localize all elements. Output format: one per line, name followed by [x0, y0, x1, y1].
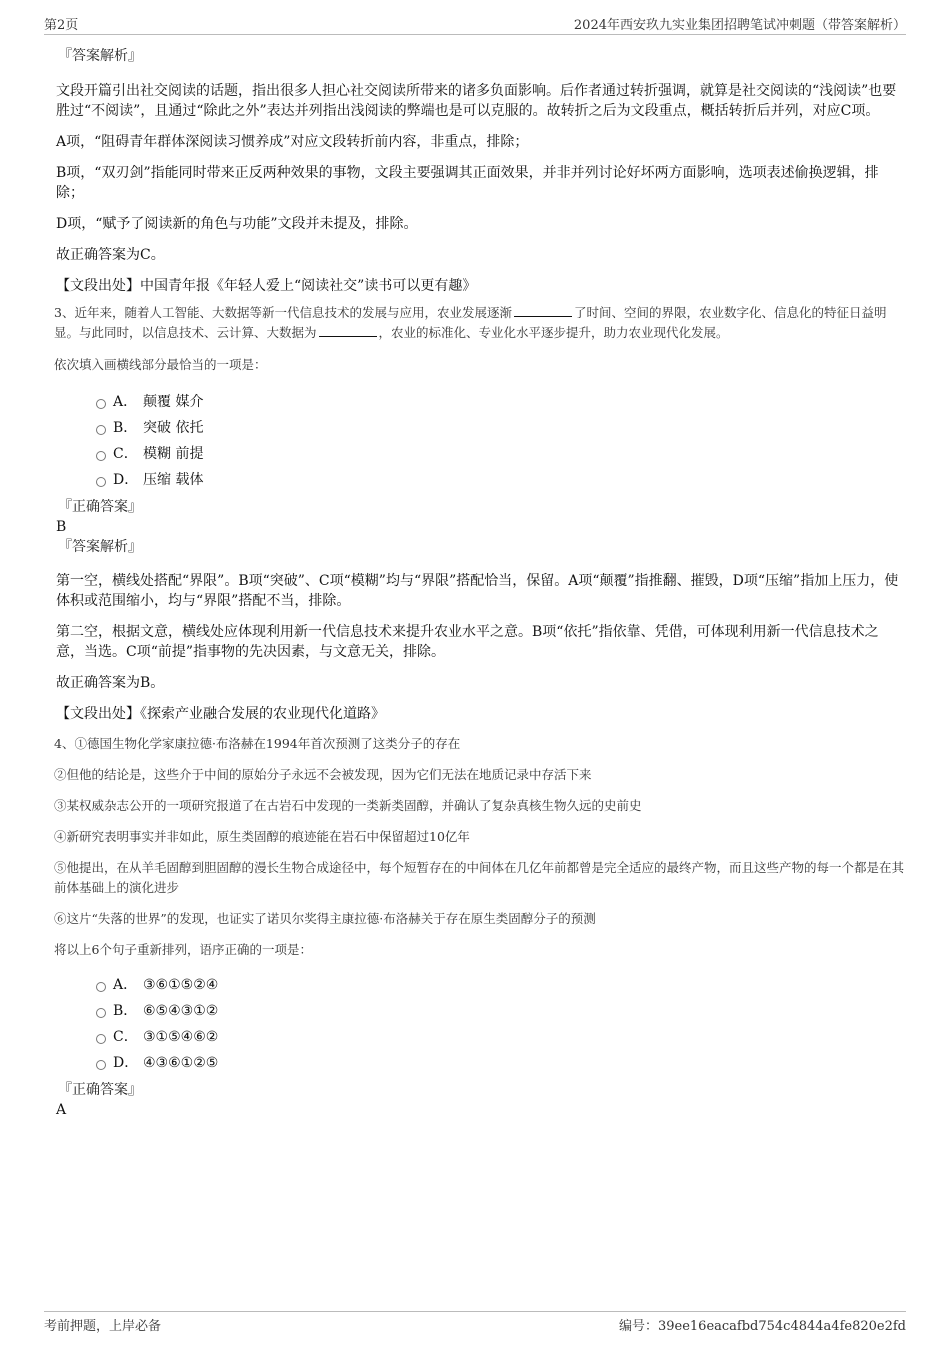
sentence-3: ③某权威杂志公开的一项研究报道了在古岩石中发现的一类新类固醇，并确认了复杂真核生物久远的史前史 [54, 798, 642, 813]
analysis-paragraph: B项，“双刃剑”指能同时带来正反两种效果的事物，文段主要强调其正面效果，并非并列讨论好坏两方面影响，选项表述偷换逻辑，排除； [56, 165, 879, 201]
page-content [56, 46, 906, 1120]
correct-answer: A [56, 1102, 67, 1118]
option-a[interactable]: A． 颠覆 媒介 [96, 389, 906, 415]
analysis-paragraph: 第二空，根据文意，横线处应体现利用新一代信息技术来提升农业水平之意。B项“依托”指依靠、凭借，可体现利用新一代信息技术之意，当选。C项“前提”指事物的先决因素，与文意无关，排除。 [56, 624, 879, 660]
option-b[interactable]: B． ⑥⑤④③①② [96, 998, 906, 1024]
option-c[interactable]: C． ③①⑤④⑥② [96, 1024, 906, 1050]
question-prompt: 依次填入画横线部分最恰当的一项是： [54, 357, 267, 372]
fill-blank [514, 304, 572, 317]
page-header [44, 14, 906, 35]
question-4-options [96, 972, 906, 1076]
document-title: 2024年西安玖九实业集团招聘笔试冲刺题（带答案解析） [573, 18, 906, 33]
footer-slogan: 考前押题，上岸必备 [44, 1319, 162, 1334]
question-prompt: 将以上6个句子重新排列，语序正确的一项是： [54, 942, 312, 957]
radio-icon[interactable] [96, 451, 106, 461]
option-d[interactable]: D． ④③⑥①②⑤ [96, 1050, 906, 1076]
question-3-options [96, 389, 906, 493]
analysis-paragraph: A项，“阻碍青年群体深阅读习惯养成”对应文段转折前内容，非重点，排除； [56, 134, 529, 150]
question-3-stem: 3、近年来，随着人工智能、大数据等新一代信息技术的发展与应用，农业发展逐渐 了时间、空间的界限，农业数字化、信息化的特征日益明显。与此同时，以信息技术、云计算、大数据为 ，农业的标准化、专业化水平逐步提升，助力农业现代化发展。 [54, 305, 887, 340]
analysis-label: 『答案解析』 [58, 48, 142, 64]
answer-conclusion: 故正确答案为B。 [56, 675, 165, 691]
radio-icon[interactable] [96, 477, 106, 487]
analysis-label: 『答案解析』 [58, 539, 142, 555]
radio-icon[interactable] [96, 1060, 106, 1070]
radio-icon[interactable] [96, 1008, 106, 1018]
correct-answer-label: 『正确答案』 [58, 1082, 142, 1098]
page-footer [44, 1311, 906, 1334]
answer-conclusion: 故正确答案为C。 [56, 247, 165, 263]
fill-blank [319, 324, 377, 337]
radio-icon[interactable] [96, 982, 106, 992]
option-d[interactable]: D． 压缩 载体 [96, 467, 906, 493]
source-citation: 【文段出处】中国青年报《年轻人爱上“阅读社交”读书可以更有趣》 [56, 278, 477, 294]
document-id: 编号：39ee16eacafbd754c4844a4fe820e2fd [618, 1319, 906, 1334]
correct-answer: B [56, 519, 67, 535]
sentence-6: ⑥这片“失落的世界”的发现，也证实了诺贝尔奖得主康拉德·布洛赫关于存在原生类固醇分子的预测 [54, 911, 596, 926]
sentence-5: ⑤他提出，在从羊毛固醇到胆固醇的漫长生物合成途径中，每个短暂存在的中间体在几亿年前都曾是完全适应的最终产物，而且这些产物的每一个都是在其前体基础上的演化进步 [54, 860, 905, 895]
analysis-paragraph: 文段开篇引出社交阅读的话题，指出很多人担心社交阅读所带来的诸多负面影响。后作者通过转折强调，就算是社交阅读的“浅阅读”也要胜过“不阅读”，且通过“除此之外”表达并列指出浅阅读的弊端也是可以克服的。故转折之后为文段重点，概括转折后并列，对应C项。 [56, 83, 897, 119]
correct-answer-label: 『正确答案』 [58, 499, 142, 515]
option-a[interactable]: A． ③⑥①⑤②④ [96, 972, 906, 998]
radio-icon[interactable] [96, 425, 106, 435]
option-b[interactable]: B． 突破 依托 [96, 415, 906, 441]
radio-icon[interactable] [96, 1034, 106, 1044]
sentence-4: ④新研究表明事实并非如此，原生类固醇的痕迹能在岩石中保留超过10亿年 [54, 829, 470, 844]
sentence-2: ②但他的结论是，这些介于中间的原始分子永远不会被发现，因为它们无法在地质记录中存活下来 [54, 767, 592, 782]
page-number: 第2页 [44, 18, 79, 33]
radio-icon[interactable] [96, 399, 106, 409]
sentence-1: 4、①德国生物化学家康拉德·布洛赫在1994年首次预测了这类分子的存在 [54, 736, 461, 751]
source-citation: 【文段出处】《探索产业融合发展的农业现代化道路》 [56, 706, 385, 722]
analysis-paragraph: D项，“赋予了阅读新的角色与功能”文段并未提及，排除。 [56, 216, 418, 232]
option-c[interactable]: C． 模糊 前提 [96, 441, 906, 467]
analysis-paragraph: 第一空，横线处搭配“界限”。B项“突破”、C项“模糊”均与“界限”搭配恰当，保留。A项“颠覆”指推翻、摧毁，D项“压缩”指加上压力，使体积或范围缩小，均与“界限”搭配不当，排除。 [56, 573, 899, 609]
